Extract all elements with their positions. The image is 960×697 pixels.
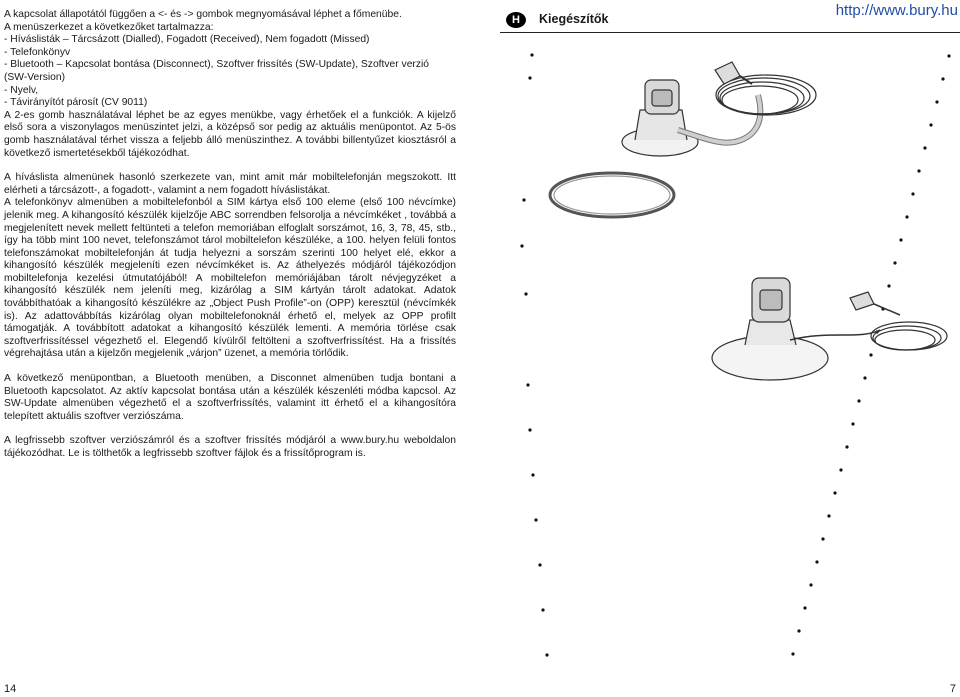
section-title: Kiegészítők (539, 12, 609, 26)
list-item: - Bluetooth – Kapcsolat bontása (Disconnect), Szoftver frissítés (SW-Update), Szoftver verzió (4, 59, 430, 71)
page-number-left: 14 (4, 683, 17, 695)
list-item: - Híváslisták – Tárcsázott (Dialled), Fogadott (Received), Nem fogadott (Missed) (4, 34, 370, 46)
paragraph-call-lists: A híváslista almenünek hasonló szerkezete van, mint amit már mobiltelefonján megszokott. Itt elérheti a tárcsázott-, a fogadott-, valamint a nem fogadott híváslistákat. (4, 172, 456, 196)
list-item: - Telefonkönyv (4, 46, 71, 58)
left-page-text (4, 9, 456, 461)
paragraph-phonebook: A telefonkönyv almenüben a mobiltelefonból a SIM kártya első 100 eleme (első 100 névcímke) jelenik meg. A kihangosító készülék kijelzője ABC sorrendben felsorolja a névcímkéket , továbbá a megjelenített nevek mellett feltünteti a telefon memoriában elfoglalt sorszámot, 16, 3, 78, 45, stb., így ha több mint 100 nevet, telefonszámot tárol mobiltelefon készüléke, a 100. helyen felüli fontos telefonszámokat mobiltelefonján át tudja helyezni a sorszám szerinti 100 helyet elé, ekkor a kihangosító készülék megjeleníti ezen névcímkéket is. Az áthelyezés módjáról tájékozódjon mobiltelefonja kezelési útmutatójából! A mobiltelefon memóriájában tárolt névjegyzéket a kihangosító készülék nem jeleníti meg, kizárólag a SIM kártyán tárolt adatokat. Adatok továbbíthatóak a kihangosító készülékre az „Object Push Profile”-on (OPP) keresztül (névcímkék is). Az adattovábbítás kizárólag olyan mobiltelefonoknál érhető el, melyek az OPP profilt támogatják. A továbbított adatokat a kihangosító készülék lementi. A memória törlése csak szoftverfrissítéssel végezhető el. Elegendő kívülről feltölteni a szoftverfrissítést. Ha a frissítés végrehajtása után a kijelzőn megjelenik „várjon” üzenet, a memória törlődik. (4, 197, 456, 360)
paragraph-bluetooth: A következő menüpontban, a Bluetooth menüben, a Disconnet almenüben tudja bontani a Bluetooth kapcsolatot. Az aktív kapcsolat bontása után a készülék készenléti módba kapcsol. Az SW-Update almenüben végezhető el a szoftverfrissítés, valamint itt érhető el a kihangosítóra telepített aktuális szoftver verziószáma. (4, 373, 456, 422)
list-item: - Nyelv, (4, 84, 39, 96)
language-badge: H (506, 12, 526, 28)
page-number-right: 7 (949, 683, 956, 695)
paragraph-buttons: A 2-es gomb használatával léphet be az egyes menükbe, vagy érhetőek el a funkciók. A kijelző első sora a viszonylagos menüszintet jelzi, a középső sor pedig az aktuális menüpontot. Az 5-ös gomb használatával térhet vissza a feljebb álló menüszinthez. A további billentyűzet kiosztásról a következő ismertetésekből tájékozódhat. (4, 109, 456, 159)
website-url[interactable]: http://www.bury.hu (835, 2, 958, 19)
menu-structure-list (4, 9, 456, 110)
right-page (500, 0, 960, 697)
intro-line: A kapcsolat állapotától függően a <- és -> gombok megnyomásával léphet a főmenübe. (4, 9, 402, 20)
list-item: (SW-Version) (4, 71, 66, 83)
accessory-illustration (500, 40, 960, 400)
intro-line: A menüszerkezet a következőket tartalmazza: (4, 21, 214, 33)
list-item: - Távirányítót párosít (CV 9011) (4, 97, 148, 109)
paragraph-software-update: A legfrissebb szoftver verziószámról és a szoftver frissítés módjáról a www.bury.hu weboldalon tájékozódhat. Le is tölthetők a legfrissebb szoftver fájlok és a frissítőprogram is. (4, 435, 456, 459)
